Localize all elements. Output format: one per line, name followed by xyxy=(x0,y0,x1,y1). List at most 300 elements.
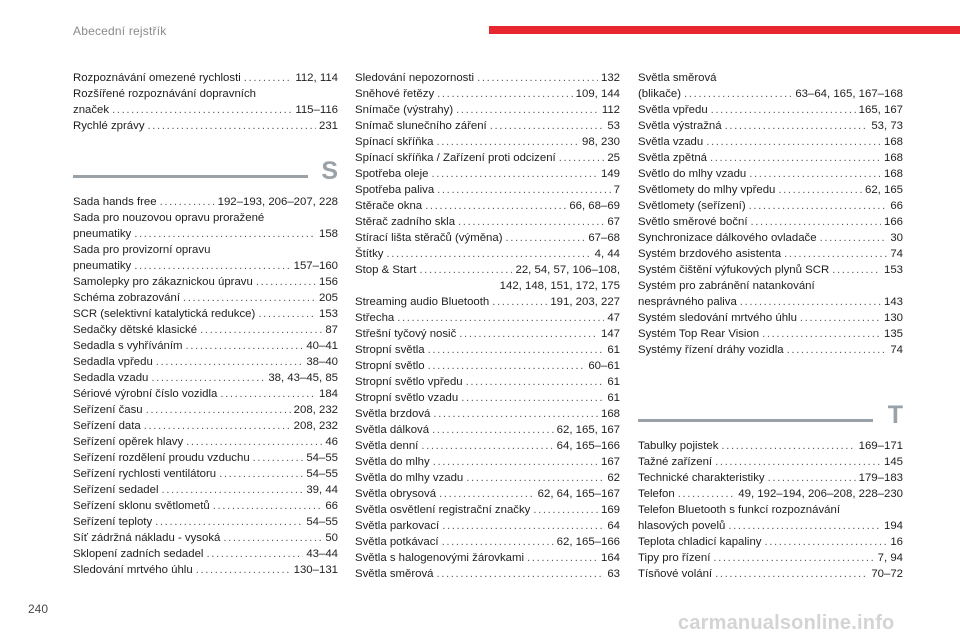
index-entry xyxy=(355,534,620,550)
index-entry xyxy=(638,70,903,102)
index-entry xyxy=(355,406,620,422)
entry-pages: 61 xyxy=(607,392,620,404)
dot-leader xyxy=(253,450,304,466)
entry-pages: 87 xyxy=(325,324,338,336)
entry-pages: 39, 44 xyxy=(306,484,338,496)
entry-text: Stírací lišta stěračů (výměna) xyxy=(355,232,503,244)
dot-leader xyxy=(223,530,322,546)
section-letter: S xyxy=(321,157,338,185)
entry-row xyxy=(73,466,338,482)
entry-row xyxy=(638,246,903,262)
entry-text: Systém Top Rear Vision xyxy=(638,328,760,340)
dot-leader xyxy=(220,386,316,402)
entry-row xyxy=(638,566,903,582)
dot-leader xyxy=(156,354,304,370)
entry-row xyxy=(355,150,620,166)
index-entry xyxy=(73,70,338,86)
entry-text: Sledování nepozornosti xyxy=(355,72,475,84)
entry-row xyxy=(73,322,338,338)
dot-leader xyxy=(219,466,303,482)
entry-row xyxy=(638,454,903,470)
dot-leader xyxy=(428,342,605,358)
index-entry xyxy=(355,102,620,118)
entry-row xyxy=(73,514,338,530)
index-entry xyxy=(638,438,903,454)
entry-row xyxy=(355,406,620,422)
entry-row xyxy=(355,342,620,358)
entry-text: Seřízení sedadel xyxy=(73,484,159,496)
entry-pages: 147 xyxy=(600,328,620,340)
dot-leader xyxy=(433,454,598,470)
entry-text: značek xyxy=(73,104,110,116)
index-entry xyxy=(638,246,903,262)
dot-leader xyxy=(477,70,598,86)
dot-leader xyxy=(432,422,554,438)
entry-row xyxy=(638,342,903,358)
entry-row xyxy=(355,326,620,342)
entry-row xyxy=(73,290,338,306)
entry-text: Synchronizace dálkového ovladače xyxy=(638,232,817,244)
entry-pages: 205 xyxy=(318,292,338,304)
dot-leader xyxy=(706,134,881,150)
entry-text-line: Sada pro nouzovou opravu proražené xyxy=(73,212,265,224)
index-entry xyxy=(355,214,620,230)
entry-text: Streaming audio Bluetooth xyxy=(355,296,490,308)
index-entry xyxy=(355,166,620,182)
dot-leader xyxy=(437,182,611,198)
entry-row xyxy=(73,118,338,134)
dot-leader xyxy=(397,310,604,326)
index-entry xyxy=(638,534,903,550)
entry-pages: 62, 64, 165–167 xyxy=(537,488,620,500)
entry-text: Seřízení teploty xyxy=(73,516,153,528)
entry-text: Světla potkávací xyxy=(355,536,439,548)
entry-text: Spotřeba paliva xyxy=(355,184,435,196)
index-entry xyxy=(638,134,903,150)
section-header xyxy=(73,154,338,189)
dot-leader xyxy=(437,134,579,150)
index-entry xyxy=(355,326,620,342)
entry-text: Teplota chladicí kapaliny xyxy=(638,536,762,548)
entry-pages: 157–160 xyxy=(293,260,338,272)
entry-row xyxy=(355,550,620,566)
dot-leader xyxy=(419,262,512,278)
entry-text: Světla výstražná xyxy=(638,120,722,132)
index-entry xyxy=(73,370,338,386)
entry-text: Sněhové řetězy xyxy=(355,88,435,100)
entry-row xyxy=(73,370,338,386)
dot-leader xyxy=(112,102,292,118)
index-entry xyxy=(355,262,620,294)
entry-pages-continued: 142, 148, 151, 172, 175 xyxy=(499,280,620,292)
dot-leader xyxy=(749,166,881,182)
dot-leader xyxy=(461,390,604,406)
entry-row xyxy=(355,438,620,454)
index-entry xyxy=(73,210,338,242)
entry-row xyxy=(73,530,338,546)
entry-pages: 40–41 xyxy=(306,340,338,352)
entry-text: Systémy řízení dráhy vozidla xyxy=(638,344,784,356)
dot-leader xyxy=(386,246,591,262)
dot-leader xyxy=(492,294,547,310)
index-entry xyxy=(355,486,620,502)
dot-leader xyxy=(778,182,862,198)
index-entry xyxy=(355,550,620,566)
entry-pages: 74 xyxy=(890,248,903,260)
entry-pages: 54–55 xyxy=(306,468,338,480)
entry-text: hlasových povelů xyxy=(638,520,726,532)
index-entry xyxy=(638,182,903,198)
entry-pages: 153 xyxy=(883,264,903,276)
entry-text: Seřízení času xyxy=(73,404,143,416)
entry-text-line: Světla směrová xyxy=(638,72,717,84)
index-entry xyxy=(355,470,620,486)
entry-text: Světla dálková xyxy=(355,424,430,436)
entry-pages: 62, 165, 167 xyxy=(556,424,620,436)
entry-row xyxy=(73,70,338,86)
entry-row xyxy=(355,390,620,406)
entry-pages: 112, 114 xyxy=(295,72,338,84)
entry-pages: 64 xyxy=(607,520,620,532)
entry-row xyxy=(355,518,620,534)
index-entry xyxy=(73,306,338,322)
entry-pages: 54–55 xyxy=(306,516,338,528)
index-column-3 xyxy=(638,70,903,582)
entry-text: Sklopení zadních sedadel xyxy=(73,548,204,560)
entry-pages: 165, 167 xyxy=(858,104,903,116)
index-entry xyxy=(73,274,338,290)
entry-text: Síť zádržná nákladu - vysoká xyxy=(73,532,221,544)
index-entry xyxy=(638,262,903,278)
index-entry xyxy=(638,310,903,326)
entry-pages: 64, 165–166 xyxy=(556,440,620,452)
index-entry xyxy=(638,230,903,246)
index-entry xyxy=(638,198,903,214)
entry-pages: 115–116 xyxy=(295,104,338,116)
entry-pages: 168 xyxy=(600,408,620,420)
entry-row xyxy=(638,326,903,342)
entry-text: Tipy pro řízení xyxy=(638,552,711,564)
dot-leader xyxy=(160,194,215,210)
dot-leader xyxy=(749,198,888,214)
entry-text: Stěrač zadního skla xyxy=(355,216,456,228)
entry-row xyxy=(355,262,620,278)
entry-row xyxy=(73,194,338,210)
section-letter: T xyxy=(887,401,903,429)
dot-leader xyxy=(244,70,293,86)
index-entry xyxy=(638,454,903,470)
entry-row xyxy=(355,566,620,582)
entry-text: Seřízení data xyxy=(73,420,141,432)
dot-leader xyxy=(196,562,291,578)
entry-pages: 166 xyxy=(883,216,903,228)
dot-leader xyxy=(684,86,792,102)
entry-text: Seřízení opěrek hlavy xyxy=(73,436,184,448)
entry-pages: 156 xyxy=(318,276,338,288)
entry-text: Světla obrysová xyxy=(355,488,437,500)
entry-pages: 53, 73 xyxy=(871,120,903,132)
entry-row xyxy=(355,374,620,390)
entry-pages: 168 xyxy=(883,136,903,148)
entry-text: Světlo do mlhy vzadu xyxy=(638,168,747,180)
entry-pages: 169–171 xyxy=(858,440,903,452)
entry-pages: 130–131 xyxy=(293,564,338,576)
dot-leader xyxy=(162,482,304,498)
dot-leader xyxy=(442,518,604,534)
dot-leader xyxy=(437,566,605,582)
dot-leader xyxy=(751,214,881,230)
dot-leader xyxy=(784,246,887,262)
entry-pages: 164 xyxy=(600,552,620,564)
index-entry xyxy=(73,402,338,418)
entry-pages: 53 xyxy=(607,120,620,132)
entry-pages: 54–55 xyxy=(306,452,338,464)
dot-leader xyxy=(146,402,291,418)
entry-row xyxy=(73,434,338,450)
entry-row xyxy=(355,166,620,182)
entry-pages: 66 xyxy=(325,500,338,512)
index-entry xyxy=(355,198,620,214)
index-entry xyxy=(355,230,620,246)
index-entry xyxy=(638,102,903,118)
entry-pages: 62 xyxy=(607,472,620,484)
index-entry xyxy=(638,118,903,134)
section-header xyxy=(638,398,903,433)
dot-leader xyxy=(820,230,888,246)
index-entry xyxy=(73,242,338,274)
dot-leader xyxy=(186,338,304,354)
dot-leader xyxy=(533,502,598,518)
entry-row xyxy=(73,354,338,370)
entry-text: Spínací skříňka xyxy=(355,136,434,148)
entry-pages: 60–61 xyxy=(588,360,620,372)
entry-pages: 153 xyxy=(318,308,338,320)
dot-leader xyxy=(711,102,856,118)
entry-row xyxy=(73,306,338,322)
entry-text: Světla směrová xyxy=(355,568,434,580)
dot-leader xyxy=(721,438,855,454)
index-entry xyxy=(638,150,903,166)
entry-text: Snímač slunečního záření xyxy=(355,120,487,132)
entry-text: Seřízení rozdělení proudu vzduchu xyxy=(73,452,250,464)
dot-leader xyxy=(442,534,554,550)
index-entry xyxy=(73,290,338,306)
index-entry xyxy=(638,550,903,566)
entry-row xyxy=(73,482,338,498)
dot-leader xyxy=(466,374,605,390)
entry-pages: 158 xyxy=(318,228,338,240)
entry-row xyxy=(638,550,903,566)
entry-row xyxy=(638,518,903,534)
entry-row xyxy=(355,134,620,150)
dot-leader xyxy=(710,150,881,166)
entry-row xyxy=(355,70,620,86)
entry-pages: 143 xyxy=(883,296,903,308)
entry-row xyxy=(638,486,903,502)
entry-row xyxy=(355,486,620,502)
dot-leader xyxy=(151,370,265,386)
dot-leader xyxy=(506,230,586,246)
index-entry xyxy=(355,118,620,134)
index-entry xyxy=(355,86,620,102)
entry-pages: 62, 165 xyxy=(864,184,903,196)
entry-pages: 50 xyxy=(325,532,338,544)
entry-text-line: Rozšířené rozpoznávání dopravních xyxy=(73,88,256,100)
entry-text: Stěrače okna xyxy=(355,200,423,212)
entry-pages: 30 xyxy=(890,232,903,244)
index-entry xyxy=(73,466,338,482)
index-entry xyxy=(638,214,903,230)
entry-pages: 135 xyxy=(883,328,903,340)
entry-text: Tažné zařízení xyxy=(638,456,713,468)
entry-text: Stropní světlo vpředu xyxy=(355,376,463,388)
entry-row xyxy=(638,198,903,214)
entry-pages: 179–183 xyxy=(858,472,903,484)
entry-text: Seřízení sklonu světlometů xyxy=(73,500,210,512)
entry-row xyxy=(638,438,903,454)
entry-row xyxy=(73,562,338,578)
index-entry xyxy=(73,562,338,578)
entry-text: nesprávného paliva xyxy=(638,296,737,308)
entry-row xyxy=(355,246,620,262)
dot-leader xyxy=(148,118,316,134)
entry-pages: 149 xyxy=(600,168,620,180)
dot-leader xyxy=(256,274,316,290)
entry-pages: 192–193, 206–207, 228 xyxy=(217,196,338,208)
dot-leader xyxy=(213,498,323,514)
entry-row xyxy=(355,502,620,518)
dot-leader xyxy=(715,566,868,582)
entry-text: Sedačky dětské klasické xyxy=(73,324,198,336)
entry-pages: 66, 68–69 xyxy=(569,200,620,212)
index-entry xyxy=(73,530,338,546)
dot-leader xyxy=(134,226,316,242)
entry-row xyxy=(638,470,903,486)
dot-leader xyxy=(433,406,598,422)
dot-leader xyxy=(466,470,604,486)
index-entry xyxy=(73,434,338,450)
entry-row xyxy=(73,450,338,466)
index-entry xyxy=(355,422,620,438)
entry-row xyxy=(355,214,620,230)
entry-pages: 145 xyxy=(883,456,903,468)
entry-pages: 25 xyxy=(607,152,620,164)
index-entry xyxy=(355,454,620,470)
entry-row xyxy=(638,294,903,310)
index-entry xyxy=(355,70,620,86)
entry-text: Spotřeba oleje xyxy=(355,168,429,180)
index-entry xyxy=(638,326,903,342)
entry-row xyxy=(73,546,338,562)
entry-pages: 132 xyxy=(600,72,620,84)
entry-pages: 194 xyxy=(883,520,903,532)
entry-row xyxy=(638,262,903,278)
entry-row xyxy=(73,258,338,274)
entry-row xyxy=(73,274,338,290)
dot-leader xyxy=(715,454,881,470)
entry-row xyxy=(355,454,620,470)
entry-row xyxy=(638,134,903,150)
entry-row xyxy=(73,226,338,242)
entry-text: Systém čištění výfukových plynů SCR xyxy=(638,264,830,276)
index-entry xyxy=(355,518,620,534)
entry-text: Světla do mlhy vzadu xyxy=(355,472,464,484)
section-rule xyxy=(73,175,308,178)
entry-text: Světla do mlhy xyxy=(355,456,430,468)
entry-pages: 168 xyxy=(883,152,903,164)
entry-text-line: Telefon Bluetooth s funkcí rozpoznávání xyxy=(638,504,840,516)
entry-pages: 49, 192–194, 206–208, 228–230 xyxy=(738,488,903,500)
entry-text: Stropní světlo vzadu xyxy=(355,392,459,404)
entry-text: Střešní tyčový nosič xyxy=(355,328,457,340)
entry-text: Světla s halogenovými žárovkami xyxy=(355,552,525,564)
index-entry xyxy=(73,386,338,402)
index-entry xyxy=(73,514,338,530)
entry-pages: 16 xyxy=(890,536,903,548)
entry-text: pneumatiky xyxy=(73,260,132,272)
header-accent-bar xyxy=(489,26,960,34)
entry-pages: 208, 232 xyxy=(293,404,338,416)
dot-leader xyxy=(527,550,598,566)
entry-text-line: Systém pro zabránění natankování xyxy=(638,280,815,292)
dot-leader xyxy=(762,326,881,342)
entry-pages: 61 xyxy=(607,344,620,356)
dot-leader xyxy=(832,262,881,278)
entry-text: Sedadla s vyhříváním xyxy=(73,340,183,352)
entry-row xyxy=(355,294,620,310)
dot-leader xyxy=(425,198,566,214)
index-entry xyxy=(73,498,338,514)
dot-leader xyxy=(458,214,604,230)
entry-text: Světla denní xyxy=(355,440,419,452)
entry-row xyxy=(638,230,903,246)
dot-leader xyxy=(459,326,598,342)
entry-row xyxy=(355,230,620,246)
dot-leader xyxy=(740,294,881,310)
entry-row xyxy=(355,102,620,118)
entry-text: Štítky xyxy=(355,248,384,260)
page-number: 240 xyxy=(28,602,49,616)
index-entry xyxy=(355,150,620,166)
index-entry xyxy=(73,418,338,434)
entry-pages: 169 xyxy=(600,504,620,516)
entry-row xyxy=(73,402,338,418)
dot-leader xyxy=(456,102,599,118)
dot-leader xyxy=(800,310,881,326)
index-entry xyxy=(638,342,903,358)
entry-pages: 67–68 xyxy=(588,232,620,244)
dot-leader xyxy=(764,534,887,550)
index-entry xyxy=(355,182,620,198)
index-entry xyxy=(73,354,338,370)
entry-pages: 7 xyxy=(613,184,620,196)
entry-text: Světla osvětlení registrační značky xyxy=(355,504,531,516)
entry-pages: 67 xyxy=(607,216,620,228)
index-entry xyxy=(73,338,338,354)
entry-text: Spínací skříňka / Zařízení proti odcizení xyxy=(355,152,556,164)
index-entry xyxy=(638,566,903,582)
entry-pages: 22, 54, 57, 106–108, xyxy=(515,264,620,276)
entry-text: Tabulky pojistek xyxy=(638,440,719,452)
entry-text: Schéma zobrazování xyxy=(73,292,181,304)
entry-text: Světla parkovací xyxy=(355,520,440,532)
entry-row xyxy=(638,102,903,118)
dot-leader xyxy=(431,166,598,182)
entry-pages: 130 xyxy=(883,312,903,324)
entry-row xyxy=(73,338,338,354)
entry-text: Seřízení rychlosti ventilátoru xyxy=(73,468,217,480)
entry-text: SCR (selektivní katalytická redukce) xyxy=(73,308,256,320)
